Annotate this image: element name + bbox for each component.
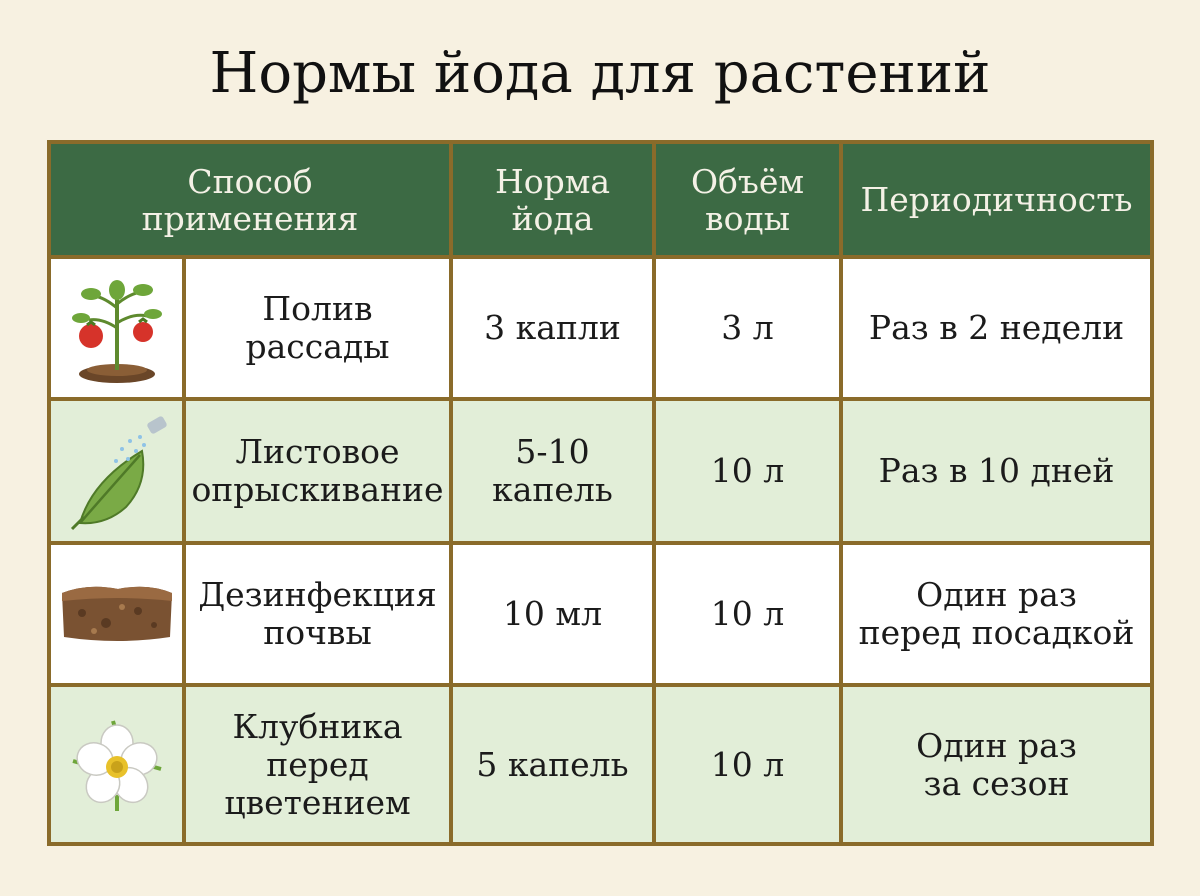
header-method: Способ применения — [51, 144, 449, 255]
row-2-method: Листовое опрыскивание — [186, 401, 449, 541]
row-2-water: 10 л — [656, 401, 839, 541]
row-4-frequency: Один раз за сезон — [843, 687, 1150, 842]
row-4-method: Клубника перед цветением — [186, 687, 449, 842]
row-2-frequency: Раз в 10 дней — [843, 401, 1150, 541]
header-water: Объём воды — [656, 144, 839, 255]
soil-icon — [51, 545, 182, 683]
row-3-method: Дезинфекция почвы — [186, 545, 449, 683]
strawberry-flower-icon — [51, 687, 182, 842]
row-1-dose: 3 капли — [453, 259, 652, 397]
row-1-frequency: Раз в 2 недели — [843, 259, 1150, 397]
row-4-dose: 5 капель — [453, 687, 652, 842]
iodine-norms-table — [47, 140, 1154, 846]
row-2-dose: 5-10 капель — [453, 401, 652, 541]
row-3-dose: 10 мл — [453, 545, 652, 683]
sprayed-leaf-icon — [51, 401, 182, 541]
row-3-water: 10 л — [656, 545, 839, 683]
row-1-water: 3 л — [656, 259, 839, 397]
row-3-frequency: Один раз перед посадкой — [843, 545, 1150, 683]
row-4-water: 10 л — [656, 687, 839, 842]
tomato-seedling-icon — [51, 259, 182, 397]
row-1-method: Полив рассады — [186, 259, 449, 397]
page-title: Нормы йода для растений — [209, 41, 991, 106]
header-dose: Норма йода — [453, 144, 652, 255]
header-frequency: Периодичность — [843, 144, 1150, 255]
